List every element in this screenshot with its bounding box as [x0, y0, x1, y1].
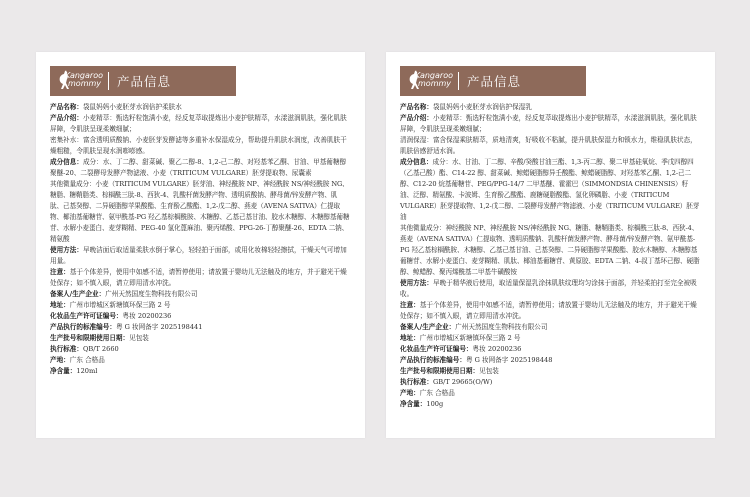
field-product-intro: 产品介绍：小麦精萃：甄选籽粒饱满小麦，经反复萃取提炼出小麦护肤精萃，水漾滋润肌肤，强化肌肤屏障，令肌肤呈现柔嫩细腻； [50, 114, 347, 133]
brand-logo [50, 66, 103, 96]
field-exec-standard: 执行标准：QB/T 2660 [50, 345, 119, 353]
product-info-body [50, 102, 350, 377]
field-origin: 产地：广东 合格品 [50, 356, 105, 364]
product-info-card-left [36, 52, 365, 438]
field-product-intro-2: 清润保湿：富含保湿乘肤精萃，质地清爽，好吸收不粘腻，提升肌肤保湿力和锁水力，维稳肌肤状态，肌肤倍感舒适水润。 [400, 136, 697, 155]
field-exec-standard: 执行标准：GB/T 29665(O/W) [400, 378, 493, 386]
field-manufacturer: 备案人/生产企业：广州天然国度生物科技有限公司 [400, 323, 548, 331]
field-product-name: 产品名称：袋鼠妈妈小麦胚芽水润倍护保湿乳 [400, 103, 532, 111]
field-trace-ingredients: 其他微量成分：小麦（TRITICUM VULGARE）胚芽油、神经酰胺 NP、神经酰胺 NS/神经酰胺 NG、糖脂、糖鞘脂类、棕榈酰三肽-8、西狄-4、乳酸杆菌发酵产物、透明质酸钠、酵母菌/锌发酵产物、肌肽、己基癸醇、二异硬脂醇苹果酸酯、生育酚乙酸酯、1,2-戊二醇、燕麦（AVENA SATIVA）仁提取物、椰油基葡糖苷、氨甲酰基-PG 羟乙基棕榈酰胺、木糖醇、乙基己基甘油、胶水木糖醇、木糖醇基葡糖苷、水解小麦蛋白、麦芽糊精、PEG-40 氢化蓖麻油、聚丙烯酸、PPG-26-丁醇聚醚-26、EDTA 二钠、精氨酸 [50, 180, 350, 243]
field-ingredients: 成分信息：成分：水、甘油、丁二醇、辛酸/癸酸甘油三酯、1,3-丙二醇、聚二甲基硅氧烷、季戊四醇四（乙基己酸）酯、C14-22 醇、甜菜碱、鲸蜡硬脂醇异壬酸酯、鲸蜡硬脂醇、对羟基苯乙酮、1,2-己二醇、C12-20 烷基葡糖苷、PEG/PPG-14/7 二甲基醚、霍霍巴（SIMMONDSIA CHINENSIS）籽油、泛醇、精氨酸、卡波姆、生育酚乙酸酯、鹿糖硬脂酸酯、氢化卵磷脂、小麦（TRITICUM VULGARE）胚芽提取物、1,2-戊二醇、二裂酵母发酵产物滤液、小麦（TRITICUM VULGARE）胚芽油 [400, 158, 700, 221]
field-usage: 使用方法：早晚于精华液后使用，取适量保湿乳涂抹肌肤纹理均匀涂抹于面部，并轻柔拍打至完全被吸收。 [400, 279, 697, 298]
field-product-name: 产品名称：袋鼠妈妈小麦胚芽水润倍护柔肤水 [50, 103, 182, 111]
field-manufacturer: 备案人/生产企业：广州天然国度生物科技有限公司 [50, 290, 198, 298]
header-title: 产品信息 [467, 74, 522, 89]
field-caution: 注意：基于个体差异，使用中如感不适，请暂停使用；请放置于婴幼儿无法触及的地方，并于避光干燥处保存；如不慎入眼，请立即用清水冲洗。 [400, 301, 697, 320]
field-product-intro-2: 密集补水：富含透明质酸钠、小麦胚芽发酵滤等多重补水保湿成分，帮助提升肌肤水润度，改善肌肤干燥粗糙，令肌肤呈现水润嘭嘭感。 [50, 136, 347, 155]
header-title: 产品信息 [117, 74, 172, 89]
field-ingredients: 成分信息：成分：水、丁二醇、甜菜碱、聚乙二醇-8、1,2-己二醇、对羟基苯乙酮、甘油、甲基葡糖醇聚醚-20、二裂酵母发酵产物滤液、小麦（TRITICUM VULGARE）胚芽提取物、尿囊素 [50, 158, 347, 177]
field-address: 地址：广州市增城区新塘镇环保三路 2 号 [50, 301, 171, 309]
product-info-header [400, 66, 586, 96]
field-net-content: 净含量：100g [400, 400, 444, 408]
field-batch: 生产批号和限期使用日期：见包装 [50, 334, 149, 342]
product-info-header [50, 66, 236, 96]
logo-text: Kangaroo mommy [415, 71, 453, 88]
logo-text: Kangaroo mommy [65, 71, 103, 88]
field-product-intro: 产品介绍：小麦精萃：甄选籽粒饱满小麦，经反复萃取提炼出小麦护肤精萃，水漾滋润肌肤，强化肌肤屏障，令肌肤呈现柔嫩细腻； [400, 114, 697, 133]
header-divider [108, 72, 109, 90]
field-batch: 生产批号和限期使用日期：见包装 [400, 367, 499, 375]
field-standard-no: 产品执行的标准编号：粤 G 妆网备字 2025198448 [400, 356, 553, 364]
field-caution: 注意：基于个体差异，使用中如感不适，请暂停使用；请放置于婴幼儿无法触及的地方，并于避光干燥处保存；如不慎入眼，请立即用清水冲洗。 [50, 268, 347, 287]
brand-logo [400, 66, 453, 96]
field-license: 化妆品生产许可证编号：粤妆 20200236 [50, 312, 172, 320]
field-trace-ingredients: 其他微量成分：神经酰胺 NP、神经酰胺 NS/神经酰胺 NG、糖脂、糖鞘脂类、棕榈酰三肽-8、西狄-4、燕麦（AVENA SATIVA）仁提取物、透明质酸钠、乳酸杆菌发酵产物、酵母菌/锌发酵产物、氨甲酰基-PG 羟乙基棕榈酰胺、木糖醇、乙基己基甘油、己基癸醇、二异硬脂醇苹果酸酯、胶水木糖醇、木糖醇基葡糖苷、水解小麦蛋白、麦芽糊精、肌肽、椰油基葡糖苷、黄原胶、EDTA 二钠、4-叔丁基环己醇、硬脂醇、鲸蜡醇、聚丙烯酰基二甲基牛磺酸铵 [400, 224, 700, 276]
field-usage: 使用方法：早晚洁面后取适量柔肤水倒于掌心，轻轻拍于面部，或用化妆棉轻轻擦拭，干燥天气可增加用量。 [50, 246, 347, 265]
field-address: 地址：广州市增城区新塘镇环保三路 2 号 [400, 334, 521, 342]
field-origin: 产地：广东 合格品 [400, 389, 455, 397]
field-license: 化妆品生产许可证编号：粤妆 20200236 [400, 345, 522, 353]
header-divider [458, 72, 459, 90]
field-net-content: 净含量：120ml [50, 367, 98, 375]
product-info-card-right [386, 52, 715, 438]
field-standard-no: 产品执行的标准编号：粤 G 妆网备字 2025198441 [50, 323, 203, 331]
product-info-body [400, 102, 700, 410]
